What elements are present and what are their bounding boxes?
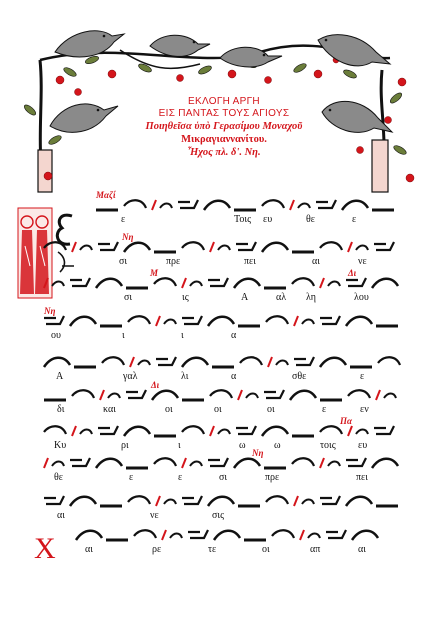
gorgon-sign	[348, 242, 352, 252]
gorgon-sign	[162, 530, 166, 540]
martyria-marker: Δι	[151, 380, 160, 390]
petaste-neume	[374, 242, 394, 250]
ison-neume	[298, 204, 310, 209]
petaste-neume	[316, 200, 336, 208]
kentema-neume	[70, 317, 96, 326]
lyric-syllable: ρι	[121, 440, 129, 451]
apostrophos-neume	[128, 496, 150, 504]
ison-neume	[302, 320, 314, 325]
apostrophos-neume	[378, 357, 400, 365]
apostrophos-neume	[124, 200, 146, 208]
lyric-syllable: ι	[181, 330, 184, 341]
title-line-1: ΕΚΛΟΓΗ ΑΡΓΗ	[188, 96, 260, 107]
apostrophos-neume	[320, 242, 342, 250]
lyric-syllable: ι	[178, 440, 181, 451]
gorgon-sign	[72, 426, 76, 436]
kentema-neume	[262, 427, 288, 436]
kentema-neume	[44, 358, 70, 367]
lyric-syllable: πρε	[265, 472, 280, 483]
gorgon-sign	[348, 426, 352, 436]
lyric-syllable: ρε	[152, 544, 162, 555]
ison-neume	[52, 462, 64, 467]
ison-neume	[384, 394, 396, 399]
kentema-neume	[342, 201, 368, 210]
petaste-neume	[374, 426, 394, 434]
petaste-neume	[182, 496, 202, 504]
lyric-syllable: ω	[274, 440, 281, 451]
kentema-neume	[234, 459, 260, 468]
petaste-neume	[44, 496, 64, 504]
lyric-syllable: απ	[310, 544, 321, 555]
petaste-neume	[346, 278, 366, 286]
lyric-syllable: οι	[165, 404, 173, 415]
petaste-neume	[320, 316, 340, 324]
lyric-syllable: ευ	[358, 440, 368, 451]
apostrophos-neume	[134, 530, 156, 538]
lyric-syllable: ε	[352, 214, 357, 225]
lyric-syllable: ε	[121, 214, 126, 225]
kentema-neume	[372, 459, 398, 468]
kentema-neume	[182, 358, 208, 367]
apostrophos-neume	[182, 242, 204, 250]
lyric-syllable: αι	[57, 510, 65, 521]
lyric-syllable: πει	[356, 472, 368, 483]
neume-line	[44, 357, 400, 367]
ison-neume	[190, 282, 202, 287]
lyric-syllable: ις	[182, 292, 189, 303]
ison-neume	[328, 282, 340, 287]
ison-neume	[164, 500, 176, 505]
gorgon-sign	[294, 316, 298, 326]
title-line-2: ΕΙΣ ΠΑΝΤΑΣ ΤΟΥΣ ΑΓΙΟΥΣ	[158, 108, 290, 119]
lyric-syllable: σθε	[292, 371, 307, 382]
neume-line	[44, 316, 398, 326]
martyria-marker: Νη	[44, 306, 56, 316]
gorgon-sign	[238, 390, 242, 400]
apostrophos-neume	[72, 390, 94, 398]
gorgon-sign	[182, 278, 186, 288]
petaste-neume	[236, 242, 256, 250]
kentema-neume	[204, 201, 230, 210]
gorgon-sign	[100, 390, 104, 400]
apostrophos-neume	[210, 390, 232, 398]
ison-neume	[170, 534, 182, 539]
apostrophos-neume	[320, 426, 342, 434]
kentema-neume	[208, 317, 234, 326]
ison-neume	[80, 430, 92, 435]
neume-line	[44, 242, 394, 252]
lyric-syllable: ευ	[263, 214, 273, 225]
ison-neume	[160, 204, 172, 209]
ison-neume	[138, 361, 150, 366]
ison-neume	[302, 500, 314, 505]
neume-line	[44, 278, 398, 288]
gorgon-sign	[320, 278, 324, 288]
petaste-neume	[98, 426, 118, 434]
lyric-syllable: λου	[354, 292, 369, 303]
kentema-neume	[214, 531, 240, 540]
lyric-syllable: ι	[122, 330, 125, 341]
kentema-neume	[208, 497, 234, 506]
lyric-syllable: Κυ	[54, 440, 67, 451]
petaste-neume	[44, 316, 64, 324]
neume-line	[44, 426, 394, 436]
kentema-neume	[76, 531, 102, 540]
lyric-syllable: οι	[267, 404, 275, 415]
gorgon-sign	[376, 390, 380, 400]
apostrophos-neume	[262, 200, 284, 208]
lyric-syllable: εν	[360, 404, 369, 415]
lyric-syllable: και	[103, 404, 116, 415]
lyric-syllable: αι	[312, 256, 320, 267]
gorgon-sign	[130, 357, 134, 367]
gorgon-sign	[210, 242, 214, 252]
martyria-marker: Πα	[340, 416, 352, 426]
petaste-neume	[156, 357, 176, 365]
apostrophos-neume	[266, 316, 288, 324]
lyric-syllable: οι	[262, 544, 270, 555]
petaste-neume	[208, 278, 228, 286]
kentema-neume	[320, 358, 346, 367]
lyric-syllable: νε	[358, 256, 367, 267]
lyric-syllable: νε	[150, 510, 159, 521]
lyric-syllable: ε	[129, 472, 134, 483]
apostrophos-neume	[266, 496, 288, 504]
ison-neume	[52, 282, 64, 287]
gorgon-sign	[290, 200, 294, 210]
kentema-neume	[346, 317, 372, 326]
lyric-syllable: τοις	[320, 440, 336, 451]
lyric-syllable: λη	[306, 292, 316, 303]
ison-neume	[356, 246, 368, 251]
lyric-syllable: λι	[181, 371, 189, 382]
lyric-syllable: θε	[306, 214, 315, 225]
lyric-syllable: τε	[208, 544, 217, 555]
lyric-syllable: Τοις	[234, 214, 252, 225]
lyric-syllable: πρε	[166, 256, 181, 267]
lyric-syllable: ω	[239, 440, 246, 451]
gorgon-sign	[44, 458, 48, 468]
martyria-marker: Δι	[348, 268, 357, 278]
kentema-neume	[290, 391, 316, 400]
composer-origin: Μικραγιαννανίτου.	[181, 134, 267, 145]
apostrophos-neume	[240, 357, 262, 365]
gorgon-sign	[210, 426, 214, 436]
gorgon-sign	[300, 530, 304, 540]
martyria-marker: Μ	[150, 268, 159, 278]
ison-neume	[356, 430, 368, 435]
petaste-neume	[182, 316, 202, 324]
petaste-neume	[294, 357, 314, 365]
petaste-neume	[208, 458, 228, 466]
gorgon-sign	[182, 458, 186, 468]
lyric-syllable: οι	[214, 404, 222, 415]
kentema-neume	[124, 427, 150, 436]
martyria-marker: Νη	[252, 448, 264, 458]
apostrophos-neume	[44, 242, 66, 250]
lyric-syllable: ε	[322, 404, 327, 415]
kentema-neume	[96, 459, 122, 468]
kentema-neume	[372, 279, 398, 288]
apostrophos-neume	[292, 458, 314, 466]
petaste-neume	[70, 278, 90, 286]
lyric-syllable: δι	[57, 404, 65, 415]
martyria-marker: Μαζί	[96, 190, 116, 200]
lyric-syllable: θε	[54, 472, 63, 483]
dropcap-letter: Χ	[34, 532, 56, 565]
ison-neume	[328, 462, 340, 467]
apostrophos-neume	[154, 458, 176, 466]
gorgon-sign	[156, 316, 160, 326]
lyric-syllable: ου	[51, 330, 61, 341]
petaste-neume	[326, 530, 346, 538]
gorgon-sign	[294, 496, 298, 506]
gorgon-sign	[72, 242, 76, 252]
lyric-syllable: αλ	[276, 292, 287, 303]
lyric-syllable: σι	[124, 292, 133, 303]
lyric-syllable: αι	[358, 544, 366, 555]
ison-neume	[80, 246, 92, 251]
petaste-neume	[188, 530, 208, 538]
neume-line	[96, 200, 394, 210]
petaste-neume	[70, 458, 90, 466]
ison-neume	[308, 534, 320, 539]
apostrophos-neume	[102, 357, 124, 365]
lyric-syllable: σις	[212, 510, 225, 521]
apostrophos-neume	[272, 530, 294, 538]
composer-line: Ποιηθεῖσα ὑπὸ Γερασίμου Μοναχοῦ	[145, 121, 303, 132]
kentema-neume	[262, 243, 288, 252]
martyria-marker: Νη	[122, 232, 134, 242]
petaste-neume	[346, 458, 366, 466]
kentema-neume	[352, 531, 378, 540]
kentema-neume	[70, 497, 96, 506]
apostrophos-neume	[292, 278, 314, 286]
petaste-neume	[126, 390, 146, 398]
lyric-syllable: γαλ	[123, 371, 138, 382]
kentema-neume	[152, 391, 178, 400]
lyric-syllable: Α	[56, 371, 64, 382]
ison-neume	[164, 320, 176, 325]
lyric-syllable: Α	[241, 292, 249, 303]
ison-neume	[218, 246, 230, 251]
ison-neume	[246, 394, 258, 399]
apostrophos-neume	[44, 426, 66, 434]
lyric-syllable: ε	[178, 472, 183, 483]
apostrophos-neume	[182, 426, 204, 434]
petaste-neume	[178, 200, 198, 208]
apostrophos-neume	[348, 390, 370, 398]
lyric-syllable: α	[231, 371, 237, 382]
lyric-syllable: σι	[119, 256, 128, 267]
kentema-neume	[124, 243, 150, 252]
gorgon-sign	[156, 496, 160, 506]
lyric-syllable: πει	[244, 256, 256, 267]
ison-neume	[108, 394, 120, 399]
neume-line	[44, 390, 396, 400]
kentema-neume	[234, 279, 260, 288]
kentema-neume	[346, 497, 372, 506]
mode-line: Ἦχος πλ. δ'. Νη.	[187, 147, 261, 158]
gorgon-sign	[268, 357, 272, 367]
ison-neume	[218, 430, 230, 435]
gorgon-sign	[320, 458, 324, 468]
ison-neume	[190, 462, 202, 467]
neume-line	[44, 496, 398, 506]
petaste-neume	[98, 242, 118, 250]
neume-line	[44, 458, 398, 468]
apostrophos-neume	[154, 278, 176, 286]
petaste-neume	[236, 426, 256, 434]
lyric-syllable: α	[231, 330, 237, 341]
apostrophos-neume	[128, 316, 150, 324]
petaste-neume	[264, 390, 284, 398]
neume-line	[76, 530, 378, 540]
lyric-syllable: αι	[85, 544, 93, 555]
kentema-neume	[96, 279, 122, 288]
ison-neume	[276, 361, 288, 366]
lyric-syllable: σι	[219, 472, 228, 483]
gorgon-sign	[152, 200, 156, 210]
lyric-syllable: ε	[360, 371, 365, 382]
gorgon-sign	[44, 278, 48, 288]
petaste-neume	[320, 496, 340, 504]
